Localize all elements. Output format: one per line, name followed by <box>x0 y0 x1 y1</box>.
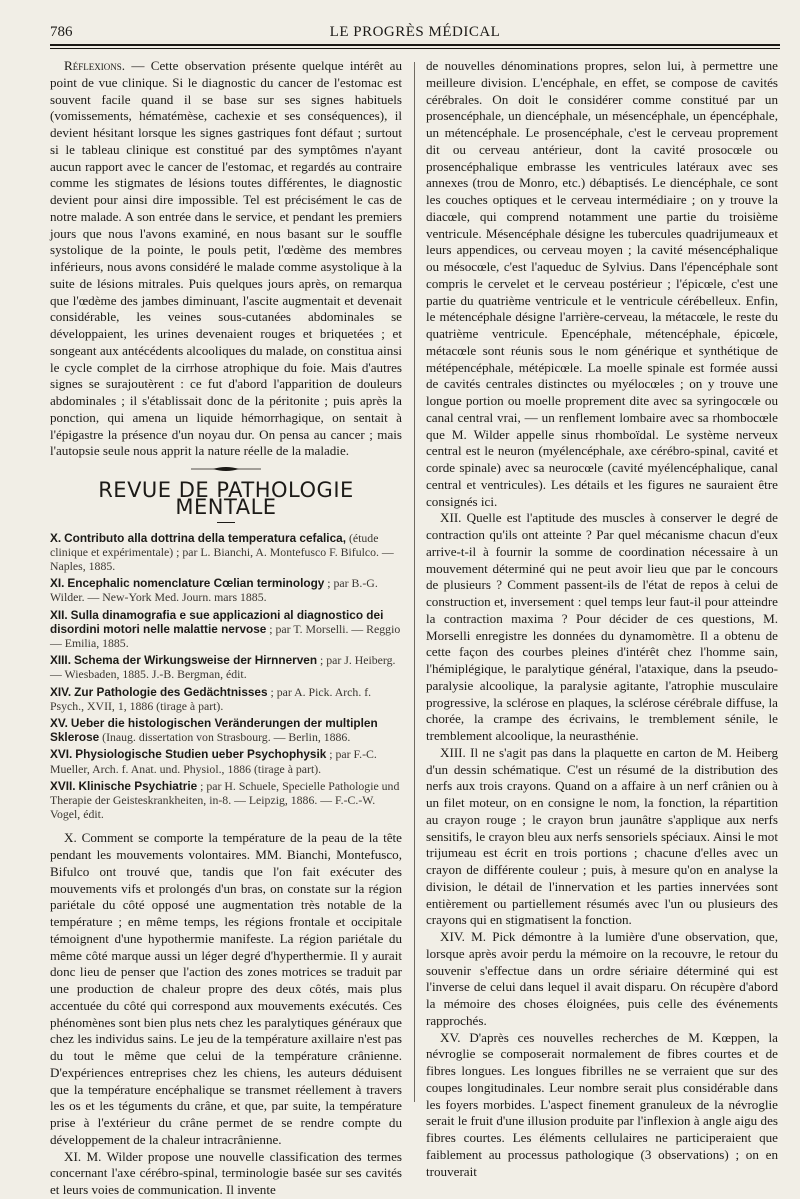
right-column <box>426 58 778 1180</box>
bibliography-number: XIV. <box>50 684 72 699</box>
bibliography-publication: ; par A. Pick. Arch. f. Psych., XVII, 1, 1886 (tirage à part). <box>50 684 372 713</box>
bibliography-list <box>50 531 402 822</box>
columns <box>50 58 780 1198</box>
header-rule-thin <box>50 48 780 49</box>
bibliography-entry <box>50 653 402 681</box>
bibliography-entry <box>50 779 402 822</box>
bibliography-title: Sulla dinamografia e sue applicazioni al diagnostico dei disordini motori nelle malattie nervose <box>50 607 384 636</box>
bibliography-entry <box>50 531 402 574</box>
paragraph-xiv: XIV. M. Pick démontre à la lumière d'une observation, que, lorsque après avoir perdu la mémoire on la recouvre, le retour du souvenir s'effectue dans un ordre sériaire déterminé qui est l'inverse de celui dans lequel il avait disparu. On récupère d'abord la mémoire des choses éloignées, puis celle des événements rapprochés. <box>426 929 778 1028</box>
bibliography-number: XII. <box>50 607 68 622</box>
bibliography-number: XI. <box>50 576 65 591</box>
bibliography-number: X. <box>50 530 62 545</box>
running-title: LE PROGRÈS MÉDICAL <box>329 24 501 40</box>
bibliography-publication: ; par J. Heiberg. — Wiesbaden, 1885. J.-B. Bergman, édit. <box>50 653 396 682</box>
page-number: 786 <box>50 24 73 40</box>
page-header <box>50 22 780 44</box>
bibliography-title: Contributo alla dottrina della temperatura cefalica, <box>64 530 346 545</box>
bibliography-entry <box>50 608 402 651</box>
bibliography-title: Ueber die histologischen Veränderungen der multiplen Sklerose <box>50 715 378 745</box>
paragraph-xv: XV. D'après ces nouvelles recherches de M. Kœppen, la névroglie se composerait normalement de fibres courtes et de fibres longues. Les longues fibrilles ne se verraient que sur des coupes longitudinales. Leur nombre serait plus considérable dans les foyers morbides. L'aspect finement granuleux de la névroglie serait le fruit d'une illusion produite par l'inflexion à angle aigu des fibres courtes. Les éléments cellulaires ne participeraient que faiblement au processus pathologique (3 observations) ; on en trouverait <box>426 1029 778 1179</box>
journal-page <box>50 22 780 1198</box>
bibliography-entry <box>50 747 402 775</box>
bibliography-publication: ; par T. Morselli. — Reggio — Emilia, 1885. <box>50 621 401 650</box>
bibliography-number: XIII. <box>50 653 71 668</box>
bibliography-title: Encephalic nomenclature Cœlian terminology <box>67 576 325 591</box>
bibliography-number: XV. <box>50 715 68 730</box>
bibliography-entry <box>50 685 402 713</box>
ornament-divider <box>191 466 261 472</box>
bibliography-title: Klinische Psychiatrie <box>78 778 198 793</box>
section-title: REVUE DE PATHOLOGIE MENTALE <box>98 478 354 519</box>
paragraph-xi: XI. M. Wilder propose une nouvelle classification des termes concernant l'axe cérébro-spinal, terminologie basée sur ses cavités et leurs voies de communication. Il invente <box>50 1148 402 1198</box>
reflexions-paragraph <box>50 58 402 460</box>
header-rule-thick <box>50 44 780 46</box>
bibliography-publication: (étude clinique et expérimentale) ; par L. Bianchi, A. Montefusco F. Bifulco. — Naples, 1885. <box>50 530 394 573</box>
bibliography-publication: (Inaug. dissertation von Strasbourg. — Berlin, 1886. <box>99 730 351 745</box>
bibliography-number: XVII. <box>50 778 76 793</box>
section-rule <box>217 522 235 523</box>
left-column <box>50 58 402 1199</box>
bibliography-publication: ; par H. Schuele, Specielle Pathologie und Therapie der Geisteskrankheiten, in-8. — Leipzig, 1886. — F.-C.-W. Vogel, édit. <box>50 778 400 822</box>
paragraph-x: X. Comment se comporte la température de la peau de la tête pendant les mouvements volontaires. MM. Bianchi, Montefusco, Bifulco ont trouvé que, tandis que l'on fait exécuter des mouvements vifs et prolongés d'un bras, on constate sur la région pariétale du côté opposé une augmentation très notable de la température ; en même temps, les régions frontale et occipitale témoignent d'une hypothermie manifeste. La région pariétale du même côté marque aussi un léger degré d'hyperthermie. Il y aurait donc lieu de penser que l'action des zones motrices se traduit par une production de chaleur propre des deux côtés, mais plus accentuée du côté qui correspond aux mouvements exécutés. Ces phénomènes sont bien plus nets chez les paralytiques généraux que chez les individus sains. Le jeu de la température axillaire n'est pas du tout le même que celui de la température crânienne. D'expériences entreprises chez les chiens, les auteurs déduisent que la température encéphalique se transmet réellement à travers les os et les téguments du crâne, et que, par suite, la température prise à l'extérieur du crâne permet de se rendre compte du développement de la chaleur intracrânienne. <box>50 830 402 1147</box>
bibliography-publication: ; par B.-G. Wilder. — New-York Med. Journ. mars 1885. <box>50 576 378 605</box>
reflexions-text: — Cette observation présente quelque intérêt au point de vue clinique. Si le diagnostic du cancer de l'estomac est souvent facile quand il se base sur ses signes habituels (vomissements, hématémèse, cachexie et ses conséquences), il devient hésitant lorsque les signes gastriques font défaut ; surtout si le tableau clinique est constitué par des symptômes n'ayant aucun rapport avec le cancer de l'estomac, et regardés au contraire comme les stigmates de lésions toutes différentes, le diagnostic devient pour ainsi dire impossible. Tel est précisément le cas de notre malade. A son entrée dans le service, et pendant les premiers jours que nous l'avons examiné, en nous basant sur le souffle systolique de la pointe, le pouls petit, l'œdème des membres inférieurs, nous avons considéré le malade comme asystolique à la suite de lésions mitrales. Puis quelques jours après, on remarqua que l'œdème des jambes diminuant, l'ascite augmentait et devenait considérable, les veines sous-cutanées abdominales se développaient, les urines devenaient rouges et briquetées ; et songeant aux antécédents alcooliques du malade, on constitua ainsi le cycle complet de la cirrhose atrophique du foie. Mais d'autres signes se surajoutèrent : ce fut d'abord l'apparition de douleurs abdominales ; il s'établissait donc de la péritonite ; puis après la ponction, qui amena un liquide hémorrhagique, on sentait à l'épigastre la présence d'un noyau dur. On pensa au cancer ; mais l'autopsie seule nous apprit la nature réelle de la maladie. <box>50 58 402 459</box>
bibliography-number: XVI. <box>50 747 73 762</box>
paragraph-xi-continued: de nouvelles dénominations propres, selon lui, à permettre une meilleure division. L'encéphale, en effet, se compose de cavités cérébrales. On doit le considérer comme constitué par un prosencéphale, un diencéphale, un mésencéphale, un épencéphale, un métencéphale. Le prosencéphale, c'est le cerveau proprement dit ou cerveau antérieur, dont la cavité prosocœle ou prosencéphalique embrasse les ventricules latéraux avec ses annexes (trou de Monro, etc.) débaptisés. Le diencéphale, ce sont les couches optiques et le cerveau intermédiaire ; on y trouve la diacœle, qui comprend notamment une partie du troisième ventricule. Mésencéphale désigne les tubercules quadrijumeaux et leurs appendices, ou cerveau moyen ; la cavité mésencéphalique ou mésocœle, c'est l'aqueduc de Sylvius. Dans l'épencéphale sont compris le cervelet et le cerveau postérieur ; l'épicœle, c'est une partie du quatrième ventricule et le ventricule cérébelleux. Enfin, le métencéphale désigne l'arrière-cerveau, la métacœle, le reste du quatrième ventricule. Epencéphale, métencéphale, épicœle, métacœle sont réunis sous le nom générique et synthétique de métépencéphale, métépicœle. La moelle spinale est formée aussi de cavités centrales distinctes ou myélocœles ; on y trouve une longue portion ou moelle proprement dite avec sa syringocœle ou canal central vrai, — un renflement lombaire avec sa rhombocœle que M. Wilder appelle sinus rhomboïdal. Le système nerveux central est le neuron (myélencéphale, axe cérébro-spinal, cavité et corde spinale) avec sa neurocœle (cavité myélencéphalique, canal central et ventricules). Les détails et les figures ne sauraient être consignés ici. <box>426 58 778 509</box>
paragraph-xiii: XIII. Il ne s'agit pas dans la plaquette en carton de M. Heiberg d'un dessin schématique. C'est un résumé de la distribution des nerfs aux trois crayons. Quand on a affaire à un nerf crânien ou à un filet moteur, on en consigne le nom, la fonction, la répartition au crayon rouge ; le crayon brun jaunâtre s'applique aux nerfs sensitifs, le crayon bleu aux nerfs sensoriels spéciaux. Ainsi le mot trijumeau est écrit en trois portions ; chacune d'elles avec un crayon de différente couleur ; puis, à mesure qu'on en analyse la division, le détail de l'innervation et les parties innervées sont entièrement ou partiellement résumés avec l'un ou plusieurs des crayons qui en stigmatisent la fonction. <box>426 744 778 928</box>
reflexions-label: Réflexions. <box>64 58 126 73</box>
bibliography-title: Zur Pathologie des Gedächtnisses <box>74 684 268 699</box>
bibliography-publication: ; par F.-C. Mueller, Arch. f. Anat. und. Physiol., 1886 (tirage à part). <box>50 747 377 776</box>
bibliography-title: Physiologische Studien ueber Psychophysik <box>75 747 327 762</box>
bibliography-title: Schema der Wirkungsweise der Hirnnerven <box>73 653 318 668</box>
paragraph-xii: XII. Quelle est l'aptitude des muscles à conserver le degré de contraction qu'ils ont atteinte ? Par quel mécanisme chacun d'eux arrive-t-il à fournir la somme de coordination nécessaire à un mouvement déterminé qui ne peut avoir lieu que par le concours de plusieurs ? Comment passent-ils de l'état de repos à celui de construction et, inversement : quel temps leur faut-il pour atteindre la contraction maxima ? Pour décider de ces questions, M. Morselli enregistre les données du dynamomètre. Il a obtenu de cette façon des courbes pleines d'intérêt chez l'homme sain, l'hémiplégique, le paralytique général, l'ataxique, dans la pseudo-paralysie alcoolique, la paralysie agitante, l'atrophie musculaire progressive, la sclérose en plaques, la sclérose cérébrale diffuse, la chorée, la crampe des écrivains, le tremblement sénile, le tremblement alcoolique, la neurasthénie. <box>426 510 778 743</box>
bibliography-entry <box>50 716 402 744</box>
bibliography-entry <box>50 576 402 604</box>
